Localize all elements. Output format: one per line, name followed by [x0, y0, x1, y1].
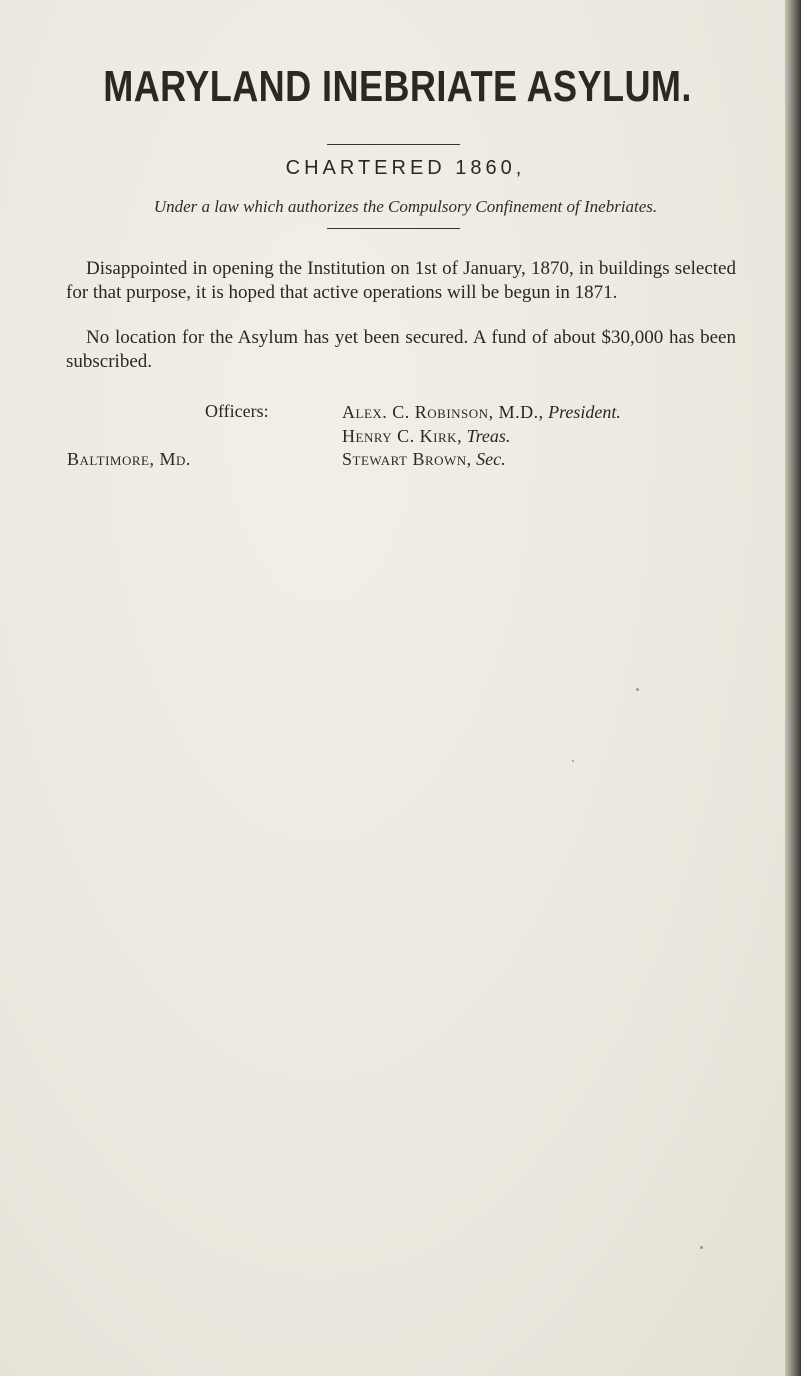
officer-president — [342, 401, 621, 425]
document-title: MARYLAND INEBRIATE ASYLUM. — [103, 62, 692, 111]
officer-name: Stewart Brown, — [342, 449, 472, 469]
location-text: Baltimore, Md. — [67, 449, 191, 469]
officer-name: Henry C. Kirk, — [342, 425, 463, 446]
paper-speck — [636, 688, 639, 691]
paragraph-opening: Disappointed in opening the Institution on 1st of January, 1870, in buildings selected for that purpose, it is hoped that active operations will be begun in 1871. — [66, 258, 736, 303]
paper-speck — [700, 1246, 703, 1249]
officer-name: Alex. C. Robinson, M.D., — [342, 402, 544, 422]
page-edge — [785, 0, 801, 1376]
officers-list — [342, 401, 621, 472]
officer-role: President. — [548, 402, 621, 422]
officer-treasurer — [342, 425, 621, 449]
bottom-divider — [327, 228, 460, 229]
paragraph-location: No location for the Asylum has yet been secured. A fund of about $30,000 has been subscribed. — [66, 327, 736, 372]
officers-label: Officers: — [205, 401, 269, 421]
officer-role: Sec. — [476, 449, 506, 469]
subtitle: Under a law which authorizes the Compulsory Confinement of Inebriates. — [153, 197, 658, 216]
officer-role: Treas. — [466, 425, 511, 446]
paper-speck — [572, 760, 574, 762]
charter-line: CHARTERED 1860, — [285, 157, 526, 179]
top-divider — [327, 144, 460, 145]
officer-secretary — [342, 448, 621, 472]
